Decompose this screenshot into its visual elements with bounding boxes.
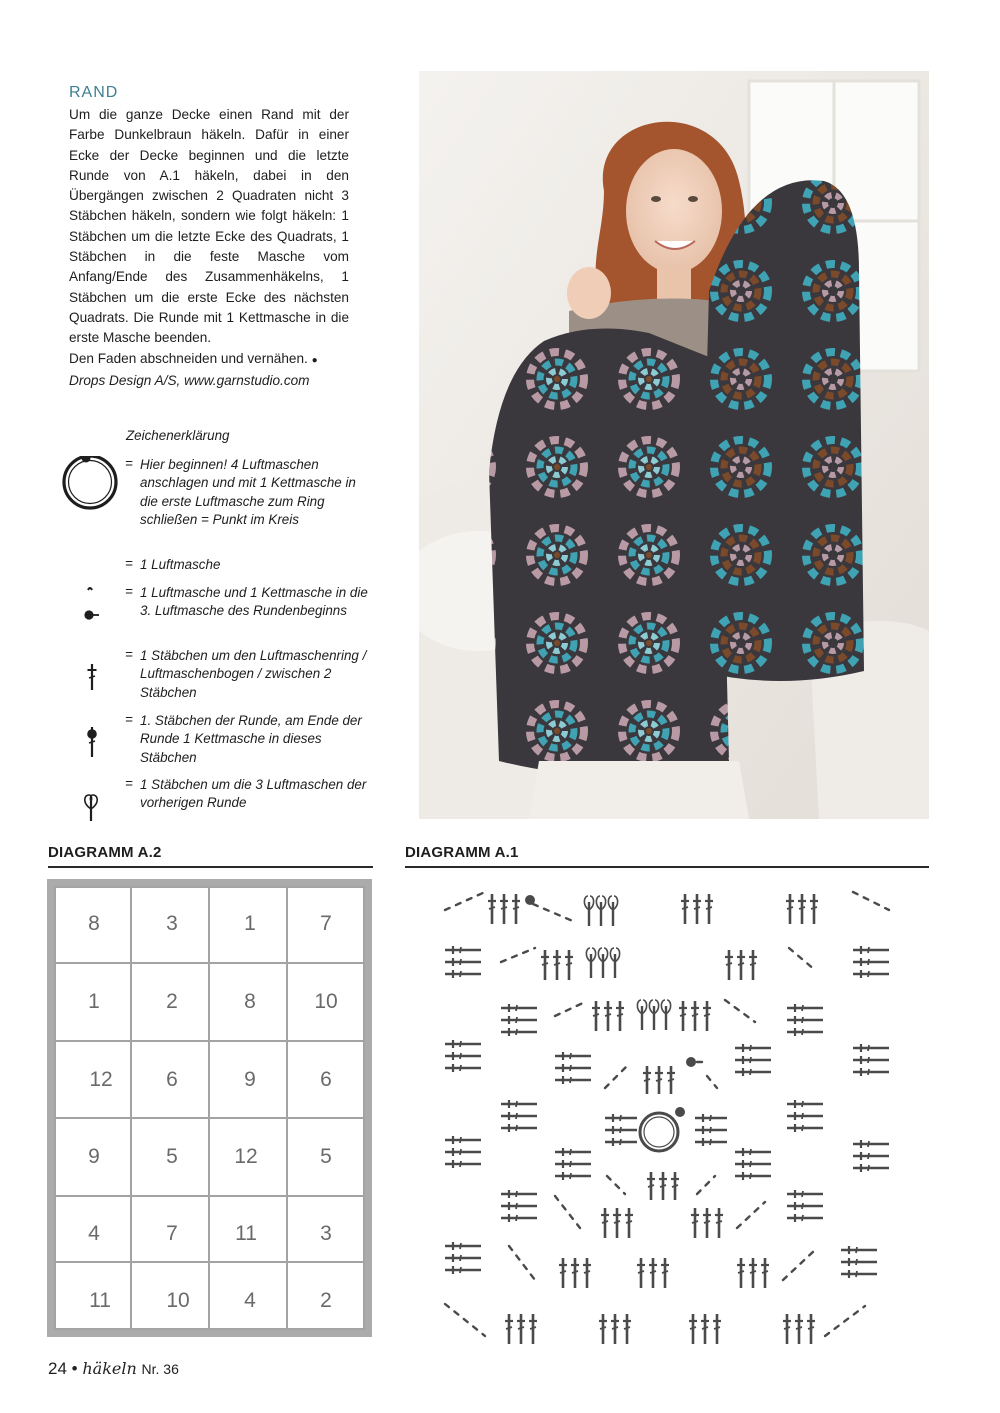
dc-stitch-symbol [460,947,461,953]
dc-stitch-symbol [704,1014,710,1016]
legend-item [58,776,368,836]
first-stitch-dot-symbol [675,1107,685,1117]
dc-stitch-symbol [612,1327,618,1329]
diagram-a2-gridlines [54,886,365,1330]
dc-stitch-symbol [796,1327,802,1329]
diagram-a1-rule [405,866,929,868]
legend-text: 1 Stäbchen um den Luftmaschenring / Luftmaschenbogen / zwischen 2 Stäbchen [140,648,367,700]
dc-stitch-symbol [868,1153,869,1159]
legend-eq: = [125,712,133,727]
dc-stitch-symbol [808,1327,814,1329]
dc-stitch-symbol [460,1243,461,1249]
dc-stitch-symbol [750,1045,751,1051]
dc-stitch-symbol [868,1069,869,1075]
dc-stitch-symbol [868,959,869,965]
rand-section [69,84,349,391]
chain-stitch-symbol [697,1176,715,1194]
diagram-a1-chart [405,876,929,1346]
dc-stitch-symbol [518,1327,524,1329]
dc-stitch-symbol [572,1271,578,1273]
dc-stitch-symbol [738,1271,744,1273]
dc-stitch-symbol [460,1041,461,1047]
dc-stitch-symbol [530,1327,536,1329]
diagram-a2-title: DIAGRAMM A.2 [48,844,162,861]
magic-ring-icon [58,456,122,520]
rand-body-text: Um die ganze Decke einen Rand mit der Farbe Dunkelbraun häkeln. Dafür in einer Ecke der Decke beginnen und die letzte Runde von A.1 häkeln, dabei in den Übergängen zwischen 2 Quadraten nicht 3 Stäbchen häkeln, sondern wie folgt häkeln: 1 Stäbchen um die letzte Ecke des Quadrats, 1 Stäbchen in die feste Masche vom Anfang/Ende des Zusammenhäkelns, 1 Stäbchen um die erste Ecke des nächsten Quadrats. Die Runde mit 1 Kettmasche in die erste Masche beenden. [69,107,349,346]
grid-cell: 3 [166,912,178,935]
chain-stitch-symbol [825,1306,865,1336]
dc-stitch-symbol [811,907,817,909]
legend-item [58,647,368,707]
footer-bullet: • [71,1359,78,1378]
chain-stitch-symbol [445,892,485,910]
dc-stitch-symbol [620,1127,621,1133]
dc-stitch-symbol [856,1247,857,1253]
legend-eq: = [125,556,133,571]
legend-text: 1 Luftmasche und 1 Kettmasche in die 3. Luftmasche des Rundenbeginns [140,585,368,619]
chain-slip-stitch-icon [58,584,122,648]
dc-stitch-symbol [692,1221,698,1223]
dc-stitch-symbol [802,1125,803,1131]
grid-cell: 9 [88,1145,100,1168]
chain-stitch-symbol [501,948,535,962]
dc-stitch-symbol [460,1149,461,1155]
dc-stitch-symbol [710,1139,711,1145]
dc-stitch-symbol [802,1215,803,1221]
grid-cell: 5 [320,1145,332,1168]
grid-cell: 12 [89,1068,113,1091]
dc-stitch-symbol [868,1045,869,1051]
dc-stitch-symbol [617,1014,623,1016]
blanket-photo [419,71,929,819]
chain-stitch-symbol [783,1250,815,1280]
dc-stitch-symbol [620,1139,621,1145]
grid-cell: 10 [314,990,338,1013]
issue-number: Nr. 36 [141,1361,179,1377]
dc-stitch-symbol [460,1161,461,1167]
dc-stitch-symbol [489,907,495,909]
grid-cell: 2 [166,990,178,1013]
dc-stitch-symbol [714,1327,720,1329]
dc-stitch-symbol [787,907,793,909]
dc-stitch-symbol [762,1271,768,1273]
chain-stitch-symbol [555,1196,580,1228]
page-footer [48,1359,179,1379]
dc-stitch-symbol [570,1065,571,1071]
dc-stitch-symbol [501,907,507,909]
dc-stitch-symbol [460,1255,461,1261]
dc-stitch-symbol [506,1327,512,1329]
diagram-a2-grid [47,879,372,1337]
dc-stitch-symbol [614,1221,620,1223]
grid-cell: 3 [320,1222,332,1245]
dc-stitch-symbol [513,907,519,909]
dc-stitch-symbol [542,963,548,965]
grid-cell: 6 [166,1068,178,1091]
grid-cell: 7 [320,912,332,935]
grid-cell: 2 [320,1289,332,1312]
dc-stitch-symbol [750,1173,751,1179]
dc-stitch-symbol [784,1327,790,1329]
grid-cell: 12 [234,1145,258,1168]
dc-stitch-symbol [570,1077,571,1083]
grid-cell: 4 [88,1222,100,1245]
dc-stitch-symbol [516,1203,517,1209]
dc-stitch-symbol [706,907,712,909]
dc-stitch-symbol [460,971,461,977]
grid-cell: 1 [244,912,256,935]
dc-stitch-symbol [584,1271,590,1273]
magic-ring-symbol [640,1113,678,1151]
dc-stitch-symbol [570,1173,571,1179]
dc-stitch-symbol [662,1271,668,1273]
dc-stitch-symbol [802,1029,803,1035]
grid-cell: 4 [244,1289,256,1312]
dc-stitch-symbol [460,1267,461,1273]
dc-stitch-symbol [460,959,461,965]
dc-stitch-symbol [802,1101,803,1107]
rand-finish: Den Faden abschneiden und vernähen. [69,350,308,366]
chain-stitch-symbol [853,892,889,910]
dc-stitch-symbol [710,1115,711,1121]
diagram-a1-title: DIAGRAMM A.1 [405,844,519,861]
chain-stitch-symbol [509,1246,535,1280]
grid-cell: 8 [244,990,256,1013]
chain-stitch-symbol [789,948,815,970]
grid-cell: 9 [244,1068,256,1091]
grid-cell: 7 [166,1222,178,1245]
dc-stitch-symbol [802,1017,803,1023]
double-crochet-icon [58,647,122,711]
legend-item [58,584,368,644]
dc-stitch-symbol [516,1191,517,1197]
rand-heading: RAND [69,84,119,101]
dc-stitch-symbol [694,907,700,909]
dc-stitch-symbol [799,907,805,909]
legend-eq: = [125,584,133,599]
dc-stitch-symbol [710,1127,711,1133]
legend-eq: = [125,647,133,662]
dc-stitch-symbol [750,1271,756,1273]
legend-item [58,456,368,527]
grid-cell: 10 [166,1289,190,1312]
dc-stitch-symbol [738,963,744,965]
dc-stitch-symbol [672,1185,678,1187]
dc-stitch-symbol [660,1185,666,1187]
dc-stitch-symbol [750,1069,751,1075]
chain-stitch-symbol [707,1076,717,1088]
dc-stitch-symbol [554,963,560,965]
legend-title: Zeichenerklärung [126,428,230,443]
dc-stitch-symbol [626,1221,632,1223]
dc-stitch-symbol [605,1014,611,1016]
dc-stitch-symbol [516,1125,517,1131]
rand-end-mark: ● [311,354,318,366]
dc-stitch-symbol [638,1271,644,1273]
dc-stitch-symbol [750,963,756,965]
dc-stitch-symbol [868,1141,869,1147]
grid-cell: 5 [166,1145,178,1168]
dc-stitch-symbol [726,963,732,965]
dc-stitch-symbol [682,907,688,909]
magic-ring-symbol [644,1117,674,1147]
dc-stitch-symbol [668,1079,674,1081]
double-crochet-around-chain-icon [58,776,122,840]
grid-cell: 11 [235,1222,257,1245]
dc-stitch-symbol [600,1327,606,1329]
dc-stitch-symbol [868,971,869,977]
dc-stitch-symbol [602,1221,608,1223]
dc-stitch-symbol [856,1271,857,1277]
legend-text: Hier beginnen! 4 Luftmaschen anschlagen und mit 1 Kettmasche in die erste Luftmasche zum Ring schließen = Punkt im Kreis [140,457,356,527]
dc-stitch-symbol [460,1065,461,1071]
legend-text: 1 Stäbchen um die 3 Luftmaschen der vorherigen Runde [140,777,367,811]
dc-stitch-symbol [650,1271,656,1273]
dc-stitch-symbol [516,1101,517,1107]
page-number: 24 [48,1359,67,1378]
dc-stitch-symbol [868,1165,869,1171]
dc-stitch-symbol [802,1005,803,1011]
dc-stitch-symbol [680,1014,686,1016]
grid-cell: 8 [88,912,100,935]
dc-stitch-symbol [516,1029,517,1035]
chain-stitch-symbol [725,1000,755,1022]
dc-stitch-symbol [704,1221,710,1223]
dc-stitch-symbol [750,1149,751,1155]
dc-stitch-symbol [802,1203,803,1209]
dc-stitch-symbol [856,1259,857,1265]
dc-stitch-symbol [620,1115,621,1121]
dc-stitch-symbol [624,1327,630,1329]
dc-stitch-symbol [593,1014,599,1016]
dc-stitch-symbol [570,1161,571,1167]
dc-stitch-symbol [716,1221,722,1223]
legend-eq: = [125,776,133,791]
dc-stitch-symbol [570,1149,571,1155]
chain-stitch-symbol [445,1304,485,1336]
rand-credit: Drops Design A/S, www.garnstudio.com [69,372,310,388]
dc-stitch-symbol [702,1327,708,1329]
rand-instructions [69,105,349,349]
dc-stitch-symbol [648,1185,654,1187]
chain-stitch-symbol [555,1002,585,1016]
chain-stitch-symbol [533,904,575,922]
dc-stitch-symbol [692,1014,698,1016]
legend-text: 1 Luftmasche [140,557,221,572]
magazine-name: häkeln [82,1359,137,1378]
legend-item [58,712,368,772]
dc-stitch-symbol [516,1005,517,1011]
first-stitch-dot-symbol [686,1057,696,1067]
legend-eq: = [125,456,133,471]
dc-stitch-symbol [750,1057,751,1063]
dc-stitch-symbol [516,1017,517,1023]
dc-stitch-symbol [868,1057,869,1063]
diagram-a2-frame [54,886,365,1330]
dc-stitch-symbol [802,1191,803,1197]
dc-stitch-symbol [656,1079,662,1081]
grid-cell: 6 [320,1068,332,1091]
dc-stitch-symbol [690,1327,696,1329]
legend-text: 1. Stäbchen der Runde, am Ende der Runde 1 Kettmasche in dieses Stäbchen [140,713,362,765]
grid-cell: 11 [89,1289,111,1312]
dc-stitch-symbol [560,1271,566,1273]
dc-stitch-symbol [460,1053,461,1059]
first-double-crochet-icon [58,712,122,776]
dc-stitch-symbol [750,1161,751,1167]
dc-stitch-symbol [802,1113,803,1119]
chain-stitch-symbol [737,1202,765,1228]
grid-cell: 1 [88,990,100,1013]
chain-stitch-symbol [607,1176,625,1194]
dc-stitch-symbol [460,1137,461,1143]
dc-stitch-symbol [570,1053,571,1059]
chain-stitch-symbol [605,1066,627,1088]
dc-stitch-symbol [516,1215,517,1221]
dc-stitch-symbol [566,963,572,965]
rand-finish-line [69,349,349,371]
dc-stitch-symbol [644,1079,650,1081]
dc-stitch-symbol [868,947,869,953]
diagram-a2-rule [48,866,373,868]
dc-stitch-symbol [516,1113,517,1119]
